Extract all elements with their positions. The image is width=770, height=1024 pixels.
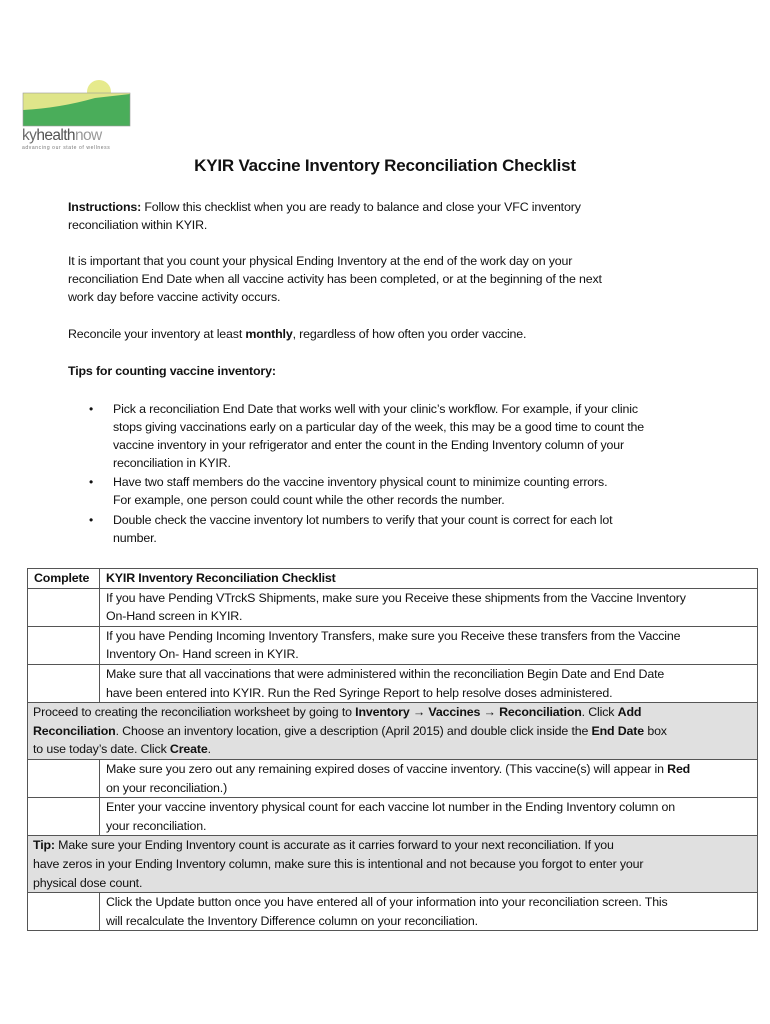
checklist-item: Enter your vaccine inventory physical count for each vaccine lot number in the Ending Inventory column on your reconciliation. <box>100 798 758 836</box>
complete-checkbox-cell[interactable] <box>28 893 100 931</box>
kyhealthnow-logo <box>20 72 135 152</box>
tip-text: Tip: Make sure your Ending Inventory count is accurate as it carries forward to your next reconciliation. If you have zeros in your Ending Inventory column, make sure this is intentional and not because you forgot to enter your physical dose count. <box>28 836 758 893</box>
logo-hills-icon <box>20 72 135 152</box>
complete-checkbox-cell[interactable] <box>28 588 100 626</box>
instructions-line: reconciliation within KYIR. <box>68 218 208 232</box>
column-header-checklist: KYIR Inventory Reconciliation Checklist <box>100 569 758 589</box>
bullet-line: Have two staff members do the vaccine inventory physical count to minimize counting errors. <box>113 475 608 489</box>
page-title: KYIR Vaccine Inventory Reconciliation Checklist <box>194 156 576 175</box>
svg-text:advancing our state of wellnes: advancing our state of wellness <box>22 145 111 151</box>
bullet-line: number. <box>113 531 157 545</box>
checklist-item: If you have Pending VTrckS Shipments, make sure you Receive these shipments from the Vaccine Inventory On-Hand screen in KYIR. <box>100 588 758 626</box>
instructions-line: Instructions: Follow this checklist when you are ready to balance and close your VFC inventory <box>68 200 581 214</box>
table-row <box>28 893 758 931</box>
table-header-row <box>28 569 758 589</box>
table-row <box>28 626 758 664</box>
table-row <box>28 664 758 702</box>
reconcile-paragraph: Reconcile your inventory at least monthly, regardless of how often you order vaccine. <box>68 327 527 341</box>
bullet-line: Double check the vaccine inventory lot numbers to verify that your count is correct for each lot <box>113 513 613 527</box>
checklist-table <box>27 568 758 931</box>
bullet-icon: • <box>89 513 94 527</box>
checklist-item: If you have Pending Incoming Inventory Transfers, make sure you Receive these transfers from the Vaccine Inventory On- Hand screen in KYIR. <box>100 626 758 664</box>
table-row <box>28 759 758 797</box>
complete-checkbox-cell[interactable] <box>28 798 100 836</box>
bullet-icon: • <box>89 475 94 489</box>
table-row <box>28 588 758 626</box>
proceed-instruction: Proceed to creating the reconciliation worksheet by going to Inventory → Vaccines → Reconciliation. Click Add Reconciliation. Choose an inventory location, give a description (April 2015) and double click inside the End Date box to use today’s date. Click Create. <box>28 703 758 760</box>
svg-text:kyhealthnow: kyhealthnow <box>22 127 102 144</box>
complete-checkbox-cell[interactable] <box>28 759 100 797</box>
bullet-icon: • <box>89 402 94 416</box>
column-header-complete: Complete <box>28 569 100 589</box>
bullet-line: For example, one person could count while the other records the number. <box>113 493 505 507</box>
checklist-item: Click the Update button once you have entered all of your information into your reconciliation screen. This will recalculate the Inventory Difference column on your reconciliation. <box>100 893 758 931</box>
checklist-item: Make sure you zero out any remaining expired doses of vaccine inventory. (This vaccine(s) will appear in Red on your reconciliation.) <box>100 759 758 797</box>
bullet-line: Pick a reconciliation End Date that works well with your clinic’s workflow. For example, if your clinic <box>113 402 638 416</box>
table-row <box>28 798 758 836</box>
checklist-item: Make sure that all vaccinations that were administered within the reconciliation Begin Date and End Date have been entered into KYIR. Run the Red Syringe Report to help resolve doses administered. <box>100 664 758 702</box>
tips-heading: Tips for counting vaccine inventory: <box>68 364 276 378</box>
bullet-line: reconciliation in KYIR. <box>113 456 231 470</box>
complete-checkbox-cell[interactable] <box>28 664 100 702</box>
bullet-line: stops giving vaccinations early on a particular day of the week, this may be a good time to count the <box>113 420 645 434</box>
bullet-line: vaccine inventory in your refrigerator and enter the count in the Ending Inventory column of your <box>113 438 624 452</box>
important-paragraph-line: work day before vaccine activity occurs. <box>68 290 281 304</box>
important-paragraph-line: reconciliation End Date when all vaccine activity has been completed, or at the beginning of the next <box>68 272 602 286</box>
proceed-instruction-row <box>28 703 758 760</box>
important-paragraph-line: It is important that you count your physical Ending Inventory at the end of the work day on your <box>68 254 573 268</box>
complete-checkbox-cell[interactable] <box>28 626 100 664</box>
tip-row <box>28 836 758 893</box>
